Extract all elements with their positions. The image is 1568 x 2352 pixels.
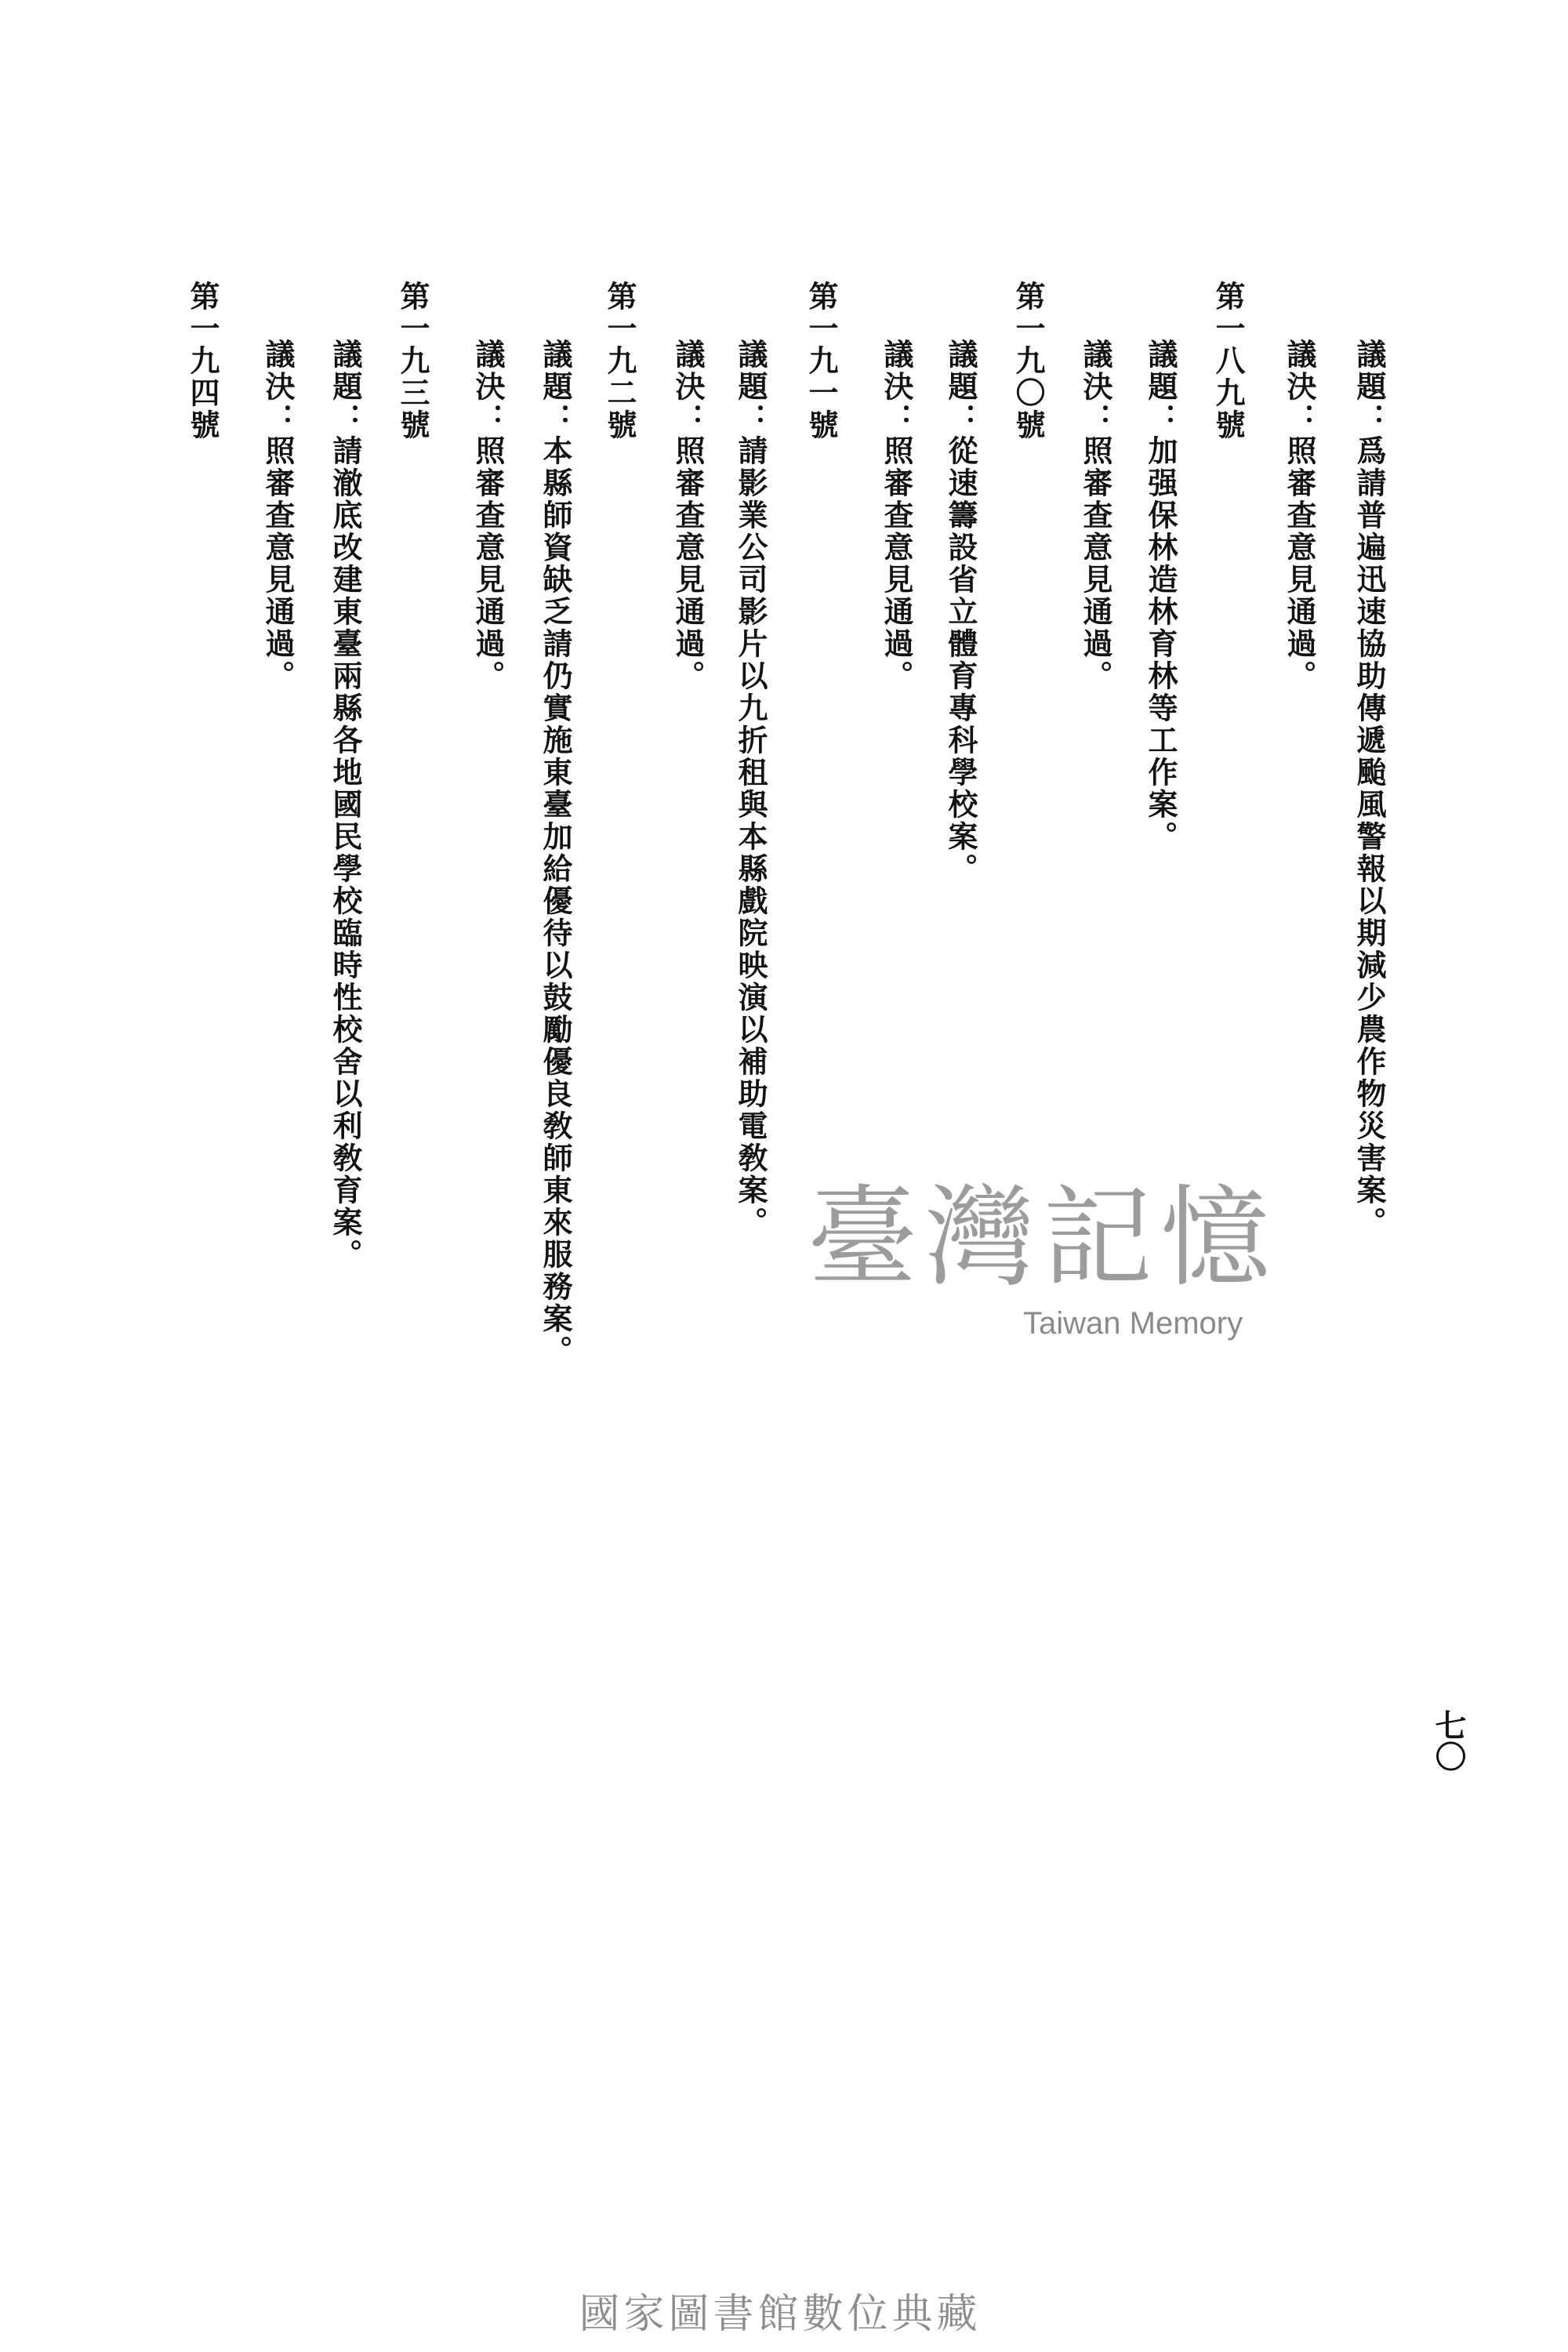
entry-resolution: 議決：照審查意見通過。 bbox=[670, 339, 706, 692]
watermark-logo bbox=[808, 1176, 1294, 1356]
entry-motion: 議題：爲請普遍迅速協助傳遞颱風警報以期減少農作物災害案。 bbox=[1352, 339, 1387, 1239]
entry-resolution: 議決：照審查意見通過。 bbox=[470, 339, 506, 692]
entry-motion: 議題：請澈底改建東臺兩縣各地國民學校臨時性校舍以利敎育案。 bbox=[328, 339, 363, 1271]
entry-number: 第一九二號 bbox=[602, 281, 637, 441]
archive-footer: 國家圖書館數位典藏 bbox=[579, 2291, 982, 2338]
entry-resolution: 議決：照審查意見通過。 bbox=[1282, 339, 1317, 692]
entry-resolution: 議決：照審查意見通過。 bbox=[879, 339, 914, 692]
entry-motion: 議題：從速籌設省立體育專科學校案。 bbox=[943, 339, 978, 885]
entry-motion: 議題：加强保林造林育林等工作案。 bbox=[1143, 339, 1178, 853]
page-number: 七〇 bbox=[1430, 1709, 1467, 1772]
entry-number: 第一八九號 bbox=[1210, 281, 1246, 441]
entry-resolution: 議決：照審查意見通過。 bbox=[260, 339, 296, 692]
entry-motion: 議題：請影業公司影片以九折租與本縣戲院映演以補助電敎案。 bbox=[733, 339, 768, 1239]
watermark-subtitle: Taiwan Memory bbox=[1023, 1306, 1243, 1341]
entry-motion: 議題：本縣師資缺乏請仍實施東臺加給優待以鼓勵優良敎師東來服務案。 bbox=[538, 339, 573, 1367]
watermark-title: 臺灣記憶 bbox=[808, 1174, 1279, 1302]
entry-number: 第一九一號 bbox=[804, 281, 839, 441]
entry-resolution: 議決：照審查意見通過。 bbox=[1078, 339, 1113, 692]
entry-number: 第一九三號 bbox=[395, 281, 430, 441]
entry-number: 第一九四號 bbox=[185, 281, 220, 441]
entry-number: 第一九〇號 bbox=[1011, 281, 1046, 441]
